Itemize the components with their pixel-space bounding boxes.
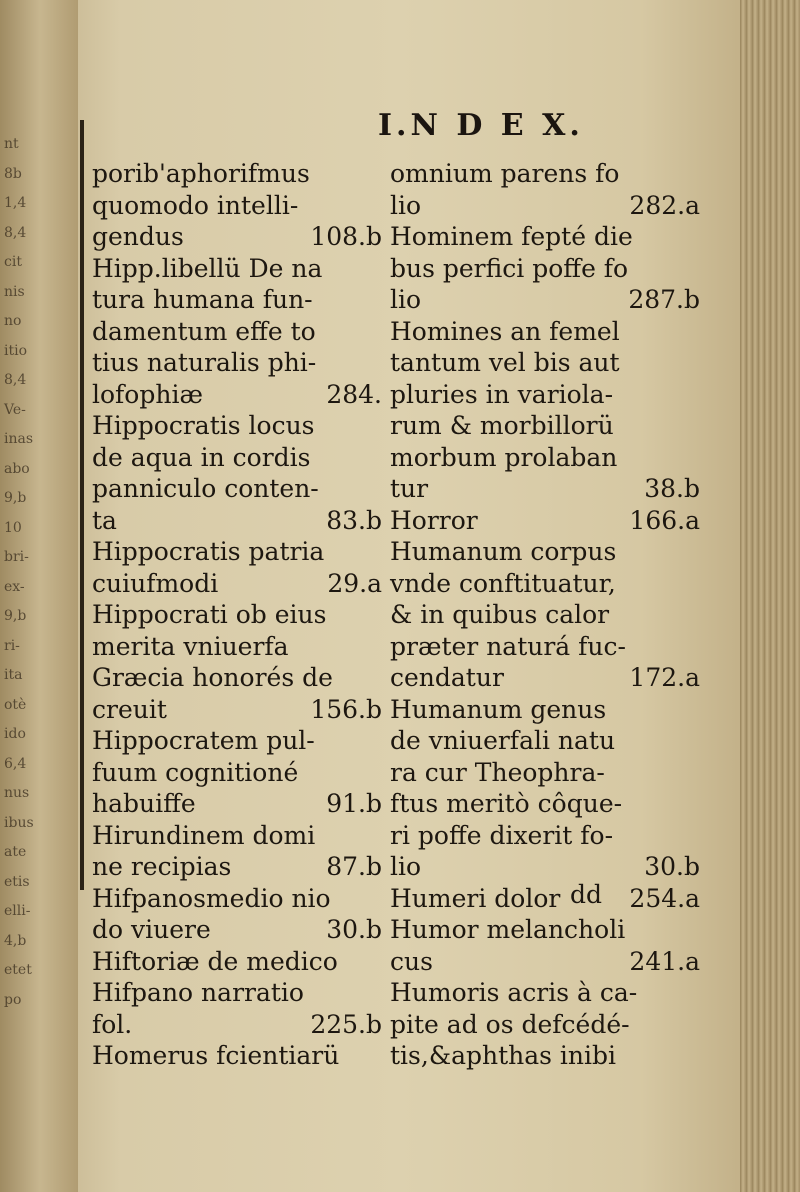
index-line: [92, 788, 382, 820]
index-entry-text: rum & morbillorü: [390, 411, 614, 440]
bleed-fragment: abo: [4, 460, 30, 477]
index-line: [92, 914, 382, 946]
index-line: [390, 599, 700, 631]
index-entry-text: Hippocratis patria: [92, 537, 325, 566]
index-line: [390, 631, 700, 663]
index-line: [92, 883, 382, 915]
index-line: [390, 914, 700, 946]
index-entry-text: lofophiæ: [92, 379, 203, 409]
index-page-ref: 30.b: [326, 915, 382, 944]
index-entry-text: tius naturalis phi-: [92, 348, 317, 377]
index-line: [390, 568, 700, 600]
bleed-fragment: elli-: [4, 903, 31, 919]
index-entry-text: bus perfici poffe fo: [390, 253, 629, 283]
index-entry-text: quomodo intelli-: [92, 190, 299, 220]
index-page-ref: 282.a: [629, 190, 700, 220]
index-entry-text: Hippocratis locus: [92, 411, 315, 440]
bleed-fragment: 9,b: [4, 490, 27, 506]
index-entry-text: damentum effe to: [92, 316, 316, 346]
index-entry-text: Hiftoriæ de medico: [92, 946, 338, 976]
bleed-fragment: ex-: [4, 578, 25, 595]
index-entry-text: Humanum corpus: [390, 537, 617, 566]
bleed-fragment: 8,4: [4, 372, 27, 388]
index-entry-text: Homerus fcientiarü: [92, 1041, 340, 1070]
index-page-ref: 241.a: [629, 946, 700, 976]
index-page-ref: 29.a: [327, 568, 382, 598]
index-entry-text: ne recipias: [92, 852, 232, 881]
index-entry-text: tantum vel bis aut: [390, 348, 620, 377]
index-page-ref: 30.b: [644, 852, 700, 881]
index-line: [92, 725, 382, 757]
bleed-fragment: ri-: [4, 637, 20, 654]
index-line: [92, 820, 382, 852]
index-entry-text: pite ad os defcédé-: [390, 1009, 630, 1039]
index-line: [92, 1009, 382, 1041]
bleed-fragment: itio: [4, 342, 28, 359]
index-line: [390, 253, 700, 285]
index-page-ref: 108.b: [310, 222, 382, 251]
index-entry-text: porib'aphorifmus: [92, 159, 310, 188]
index-line: [390, 946, 700, 978]
index-entry-text: lio: [390, 852, 422, 881]
catchword: dd: [570, 880, 603, 909]
index-entry-text: Hominem fepté die: [390, 222, 633, 251]
index-entry-text: Humanum genus: [390, 694, 607, 724]
index-entry-text: tura humana fun-: [92, 285, 313, 314]
index-line: [92, 253, 382, 285]
bleed-fragment: 4,b: [4, 932, 27, 949]
index-line: [390, 221, 700, 253]
index-line: [92, 757, 382, 789]
bleed-fragment: 1,4: [4, 195, 27, 211]
index-line: [390, 883, 700, 915]
index-entry-text: merita vniuerfa: [92, 631, 289, 661]
page-header: I.N D E X.: [378, 108, 584, 143]
index-line: [92, 946, 382, 978]
index-line: [92, 347, 382, 379]
index-page-ref: 156.b: [310, 694, 382, 724]
bleed-fragment: 6,4: [4, 755, 27, 772]
index-line: [390, 347, 700, 379]
index-entry-text: præter naturá fuc-: [390, 631, 626, 661]
index-entry-text: pluries in variola-: [390, 379, 614, 409]
index-line: [92, 505, 382, 537]
index-line: [390, 977, 700, 1009]
index-line: [390, 851, 700, 883]
bleed-fragment: 8b: [4, 165, 22, 182]
gutter-line: [80, 120, 84, 890]
index-line: [92, 316, 382, 348]
index-line: [390, 1040, 700, 1072]
bleed-fragment: ate: [4, 844, 27, 860]
index-line: [390, 284, 700, 316]
index-line: [390, 725, 700, 757]
index-line: [92, 221, 382, 253]
index-entry-text: creuit: [92, 694, 167, 724]
index-line: [92, 410, 382, 442]
index-column-left: [92, 158, 382, 1072]
index-entry-text: Græcia honorés de: [92, 663, 333, 692]
index-page-ref: 287.b: [628, 285, 700, 314]
bleed-fragment: po: [4, 991, 22, 1008]
index-page-ref: 38.b: [644, 474, 700, 503]
index-entry-text: cus: [390, 946, 433, 976]
index-entry-text: cendatur: [390, 663, 504, 692]
index-line: [92, 599, 382, 631]
index-entry-text: Hippocratem pul-: [92, 726, 315, 755]
index-entry-text: morbum prolaban: [390, 442, 618, 472]
bleed-fragment: nt: [4, 136, 19, 152]
index-page-ref: 254.a: [629, 883, 700, 913]
index-line: [390, 316, 700, 348]
index-entry-text: Hipp.libellü De na: [92, 253, 323, 283]
index-line: [92, 1040, 382, 1072]
index-page-ref: 83.b: [326, 505, 382, 535]
index-entry-text: Humoris acris à ca-: [390, 978, 638, 1007]
index-entry-text: tis,&aphthas inibi: [390, 1041, 617, 1070]
index-entry-text: gendus: [92, 222, 184, 251]
index-entry-text: ri poffe dixerit fo-: [390, 820, 614, 850]
index-entry-text: lio: [390, 285, 422, 314]
index-line: [92, 662, 382, 694]
index-line: [390, 158, 700, 190]
index-line: [92, 851, 382, 883]
index-entry-text: Hifpano narratio: [92, 978, 304, 1007]
bleed-fragment: 10: [4, 519, 22, 536]
index-entry-text: omnium parens fo: [390, 159, 620, 188]
index-line: [390, 410, 700, 442]
bleed-fragment: Ve-: [4, 401, 26, 418]
bleed-fragment: otè: [4, 696, 27, 713]
index-line: [390, 505, 700, 537]
index-line: [92, 694, 382, 726]
index-line: [390, 788, 700, 820]
index-line: [92, 379, 382, 411]
index-line: [92, 631, 382, 663]
index-entry-text: de vniuerfali natu: [390, 726, 616, 755]
index-entry-text: fuum cognitioné: [92, 757, 299, 787]
index-entry-text: ra cur Theophra-: [390, 757, 605, 787]
index-line: [92, 284, 382, 316]
bleed-fragment: etis: [4, 873, 30, 890]
index-page-ref: 166.a: [629, 505, 700, 535]
index-entry-text: panniculo conten-: [92, 474, 319, 503]
index-entry-text: Humor melancholi: [390, 915, 626, 944]
index-line: [390, 757, 700, 789]
index-entry-text: de aqua in cordis: [92, 442, 311, 472]
index-entry-text: ta: [92, 505, 117, 535]
index-line: [390, 536, 700, 568]
bleed-fragment: nus: [4, 785, 30, 801]
index-line: [390, 442, 700, 474]
bleed-fragment: bri-: [4, 549, 29, 565]
index-line: [390, 662, 700, 694]
index-page-ref: 284.: [326, 379, 382, 409]
bleed-fragment: etet: [4, 962, 32, 978]
index-entry-text: vnde conftituatur,: [390, 568, 616, 598]
index-entry-text: ftus meritò côque-: [390, 789, 623, 818]
page-edge-right: [740, 0, 800, 1192]
index-column-right: [390, 158, 700, 1072]
index-line: [390, 820, 700, 852]
bleed-fragment: no: [4, 313, 22, 329]
index-line: [390, 473, 700, 505]
facing-page-bleed-text: [4, 130, 76, 1008]
index-entry-text: Hifpanosmedio nio: [92, 883, 331, 913]
bleed-fragment: ido: [4, 726, 26, 742]
index-entry-text: cuiufmodi: [92, 568, 219, 598]
index-page-ref: 87.b: [326, 852, 382, 881]
bleed-fragment: 8,4: [4, 224, 27, 241]
index-line: [92, 442, 382, 474]
index-page-ref: 172.a: [629, 663, 700, 692]
index-entry-text: tur: [390, 474, 429, 503]
bleed-fragment: ita: [4, 667, 23, 683]
index-line: [390, 190, 700, 222]
index-line: [390, 1009, 700, 1041]
index-page-ref: 225.b: [310, 1009, 382, 1039]
bleed-fragment: nis: [4, 283, 25, 300]
index-entry-text: do viuere: [92, 915, 211, 944]
index-entry-text: Hippocrati ob eius: [92, 600, 327, 629]
index-entry-text: fol.: [92, 1009, 133, 1039]
index-line: [92, 977, 382, 1009]
index-entry-text: Humeri dolor: [390, 883, 561, 913]
bleed-fragment: inas: [4, 431, 34, 447]
index-line: [92, 190, 382, 222]
bleed-fragment: 9,b: [4, 608, 27, 624]
index-line: [92, 568, 382, 600]
index-line: [92, 536, 382, 568]
index-line: [92, 158, 382, 190]
index-entry-text: Horror: [390, 505, 478, 535]
index-entry-text: lio: [390, 190, 422, 220]
index-line: [390, 379, 700, 411]
bleed-fragment: cit: [4, 254, 22, 270]
index-page-ref: 91.b: [326, 789, 382, 818]
index-entry-text: Hirundinem domi: [92, 820, 316, 850]
index-entry-text: & in quibus calor: [390, 600, 610, 629]
bleed-fragment: ibus: [4, 814, 34, 831]
index-entry-text: habuiffe: [92, 789, 196, 818]
index-entry-text: Homines an femel: [390, 316, 620, 346]
index-line: [92, 473, 382, 505]
index-line: [390, 694, 700, 726]
